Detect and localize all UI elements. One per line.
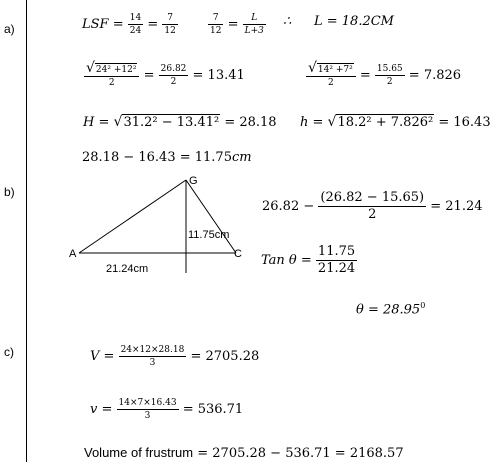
side-ag (79, 180, 186, 253)
label-a: a) (4, 22, 15, 36)
base-calc-den: 2 (368, 207, 377, 222)
small-den: 2 (327, 78, 334, 88)
big-volume-result: = 2705.28 (190, 349, 260, 364)
small-volume-den: 3 (144, 411, 151, 421)
l-result: L = 18.2CM (314, 14, 394, 29)
ratio-frac1-num: 7 (208, 12, 223, 25)
small-volume-num: 14×7×16.43 (118, 398, 177, 408)
ratio-frac2-den: L+3 (244, 26, 264, 36)
tan-equation (261, 244, 357, 277)
label-b: b) (4, 185, 15, 199)
base-calc-lead: 26.82 − (262, 199, 315, 214)
vertex-g: G (189, 175, 198, 187)
height-small-equation: h = √18.2² + 7.826² = 16.43 (300, 114, 491, 130)
big-volume-lhs: V = (90, 349, 115, 364)
lsf-frac2-num: 7 (162, 12, 177, 25)
side-gc (186, 180, 236, 253)
lsf-frac1-den: 24 (129, 26, 142, 36)
radicand-large: 24² +12² (95, 65, 137, 75)
big-volume-equation (90, 344, 259, 369)
small-result: = 7.826 (408, 68, 462, 83)
small-volume-lhs: v = (90, 402, 113, 417)
height-large-lhs: H = (83, 115, 110, 130)
tan-den: 21.24 (317, 261, 356, 276)
lsf-frac2-den: 12 (164, 26, 176, 36)
height-small-result: = 16.43 (438, 115, 491, 130)
lsf-symbol: LSF (82, 17, 109, 32)
small-volume-equation (90, 397, 243, 422)
large-frac2-den: 2 (170, 77, 177, 87)
base-calc (262, 190, 483, 223)
lsf-frac1-num: 14 (129, 13, 142, 23)
height-small-radicand: 18.2² + 7.826² (337, 115, 434, 130)
height-small-lhs: h = (300, 115, 324, 130)
triangle-diagram (60, 170, 250, 280)
large-result: = 13.41 (192, 68, 245, 83)
radicand-small: 14² +7² (317, 65, 353, 75)
base-calc-result: = 21.24 (430, 199, 483, 214)
therefore-symbol: ∴ (283, 14, 292, 29)
lsf-equation: LSF = $\frac{14}{24}$ = $\frac{7}{12}$ (82, 13, 176, 36)
vertex-a: A (69, 248, 77, 260)
base-label: 21.24cm (106, 263, 149, 275)
height-difference-unit: cm (231, 150, 252, 165)
base-calc-num: (26.82 − 15.65) (320, 190, 425, 205)
height-difference-value: 28.18 − 16.43 = 11.75 (82, 150, 232, 165)
height-large-result: = 28.18 (224, 115, 277, 130)
frustum-volume-label: Volume of frustrum (84, 445, 194, 460)
tan-lhs: Tan θ = (261, 253, 312, 268)
ratio-frac2-num: L (243, 12, 266, 25)
theta-value: θ = 28.95 (356, 302, 421, 318)
big-volume-num: 24×12×28.18 (120, 345, 185, 355)
label-c: c) (4, 345, 14, 359)
big-volume-den: 3 (149, 358, 156, 368)
height-label: 11.75cm (188, 229, 230, 241)
tan-num: 11.75 (317, 244, 356, 259)
height-large-equation: H = √31.2² − 13.41² = 28.18 (83, 114, 277, 130)
height-large-radicand: 31.2² − 13.41² (123, 115, 220, 130)
degree-superscript: 0 (420, 301, 426, 310)
margin-line (26, 0, 27, 462)
half-base-small: $\frac{\text{√14² +7²}}{2}$ = $\frac{15.65}{2}$ = 7.826 (308, 60, 462, 88)
large-frac2-num: 26.82 (160, 64, 187, 74)
height-difference (82, 150, 252, 166)
ratio-frac1-den: 12 (210, 26, 222, 36)
large-den: 2 (108, 78, 115, 88)
small-volume-result: = 536.71 (182, 402, 244, 417)
ratio-equation: $\frac{7}{12}$ = $\frac{L}{L+3}$ (210, 13, 264, 36)
small-frac2-num: 15.65 (376, 64, 403, 74)
frustum-volume (84, 445, 404, 462)
vertex-c: C (234, 248, 242, 260)
small-frac2-den: 2 (386, 77, 393, 87)
theta-result (356, 298, 425, 318)
half-base-large: $\frac{\text{√24² +12²}}{2}$ = $\frac{26.82}{2}$ = 13.41 (86, 60, 245, 88)
frustum-volume-equation: = 2705.28 − 536.71 = 2168.57 (197, 446, 404, 461)
